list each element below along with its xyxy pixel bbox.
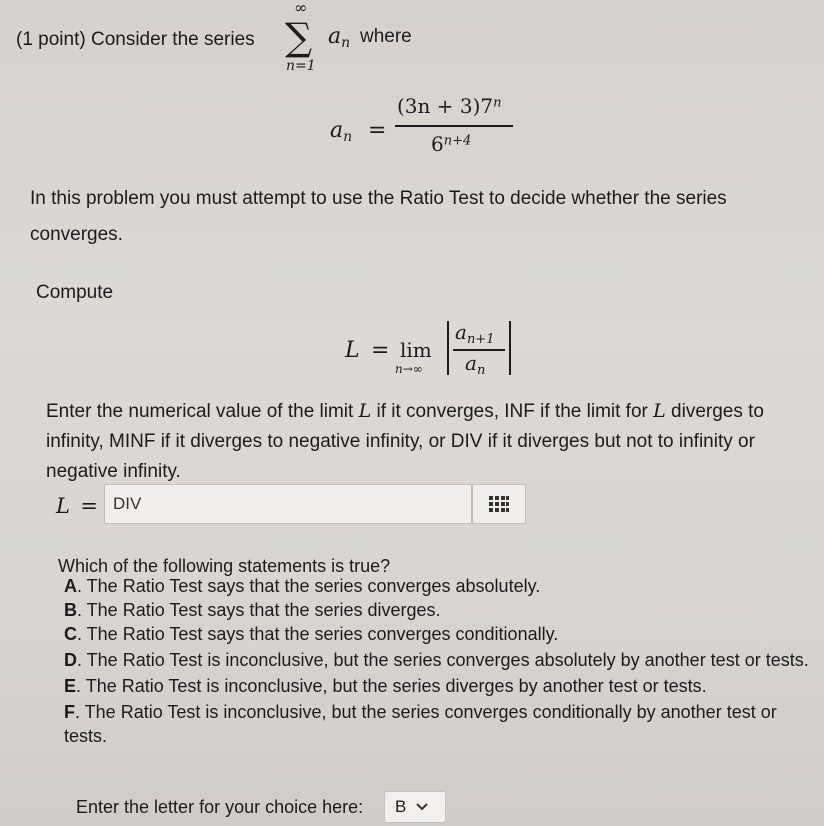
abs-bar-left <box>447 321 449 375</box>
sum-upper-limit: ∞ <box>294 0 308 17</box>
equation-editor-button[interactable] <box>472 484 526 524</box>
lim-word: lim <box>400 338 432 362</box>
ratio-test-instruction: In this problem you must attempt to use the Ratio Test to decide whether the series converges. <box>30 188 727 245</box>
limit-answer-value: DIV <box>113 494 142 513</box>
ratio-denominator: $a_n$ <box>465 351 486 379</box>
summation-symbol <box>282 0 326 80</box>
choice-select-value: B <box>395 797 407 816</box>
option-c: C. The Ratio Test says that the series converges conditionally. <box>64 624 559 644</box>
option-b: B. The Ratio Test says that the series diverges. <box>64 600 441 620</box>
sum-term: $a_n$ <box>328 24 351 52</box>
ratio-numerator: $a_{n+1}$ <box>455 320 495 348</box>
an-equals: = <box>368 118 387 143</box>
option-f: F. The Ratio Test is inconclusive, but the series converges conditionally by another test or tests. <box>64 702 777 746</box>
an-fraction <box>395 92 517 162</box>
sum-lower-limit: n=1 <box>286 58 316 74</box>
limit-question: Enter the numerical value of the limit L if it converges, INF if the limit for L diverges to infinity, MINF if it diverges to negative infinity, or DIV if it diverges but not to infinity or negative infinity. <box>46 400 764 482</box>
chevron-down-icon <box>416 803 428 811</box>
fraction-numerator: $(3n + 3)7^n$ <box>397 94 502 118</box>
limit-answer-input[interactable] <box>104 484 472 524</box>
intro-text: (1 point) Consider the series <box>16 29 255 50</box>
compute-label: Compute <box>36 282 114 303</box>
limit-equals: = <box>371 338 390 363</box>
fraction-denominator: $6^{n+4}$ <box>431 132 472 156</box>
lim-subscript: n→∞ <box>395 362 423 376</box>
abs-bar-right <box>509 321 511 375</box>
fraction-bar <box>395 125 513 127</box>
choice-label: Enter the letter for your choice here: <box>76 797 364 817</box>
option-a: A. The Ratio Test says that the series converges absolutely. <box>64 576 541 596</box>
choice-select[interactable] <box>384 791 446 823</box>
statements-question: Which of the following statements is true? <box>58 556 391 576</box>
sigma-glyph: ∑ <box>285 15 313 59</box>
answer-label: L = <box>56 494 99 518</box>
limit-expression <box>345 318 525 380</box>
option-e: E. The Ratio Test is inconclusive, but the series diverges by another test or tests. <box>64 676 707 696</box>
grid-icon <box>489 496 509 512</box>
statement-options <box>64 574 812 748</box>
intro-where: where <box>360 26 412 47</box>
limit-L: L <box>345 338 360 363</box>
an-lhs: $a_n$ <box>330 118 353 146</box>
option-d: D. The Ratio Test is inconclusive, but the series converges absolutely by another test or tests. <box>64 650 809 670</box>
